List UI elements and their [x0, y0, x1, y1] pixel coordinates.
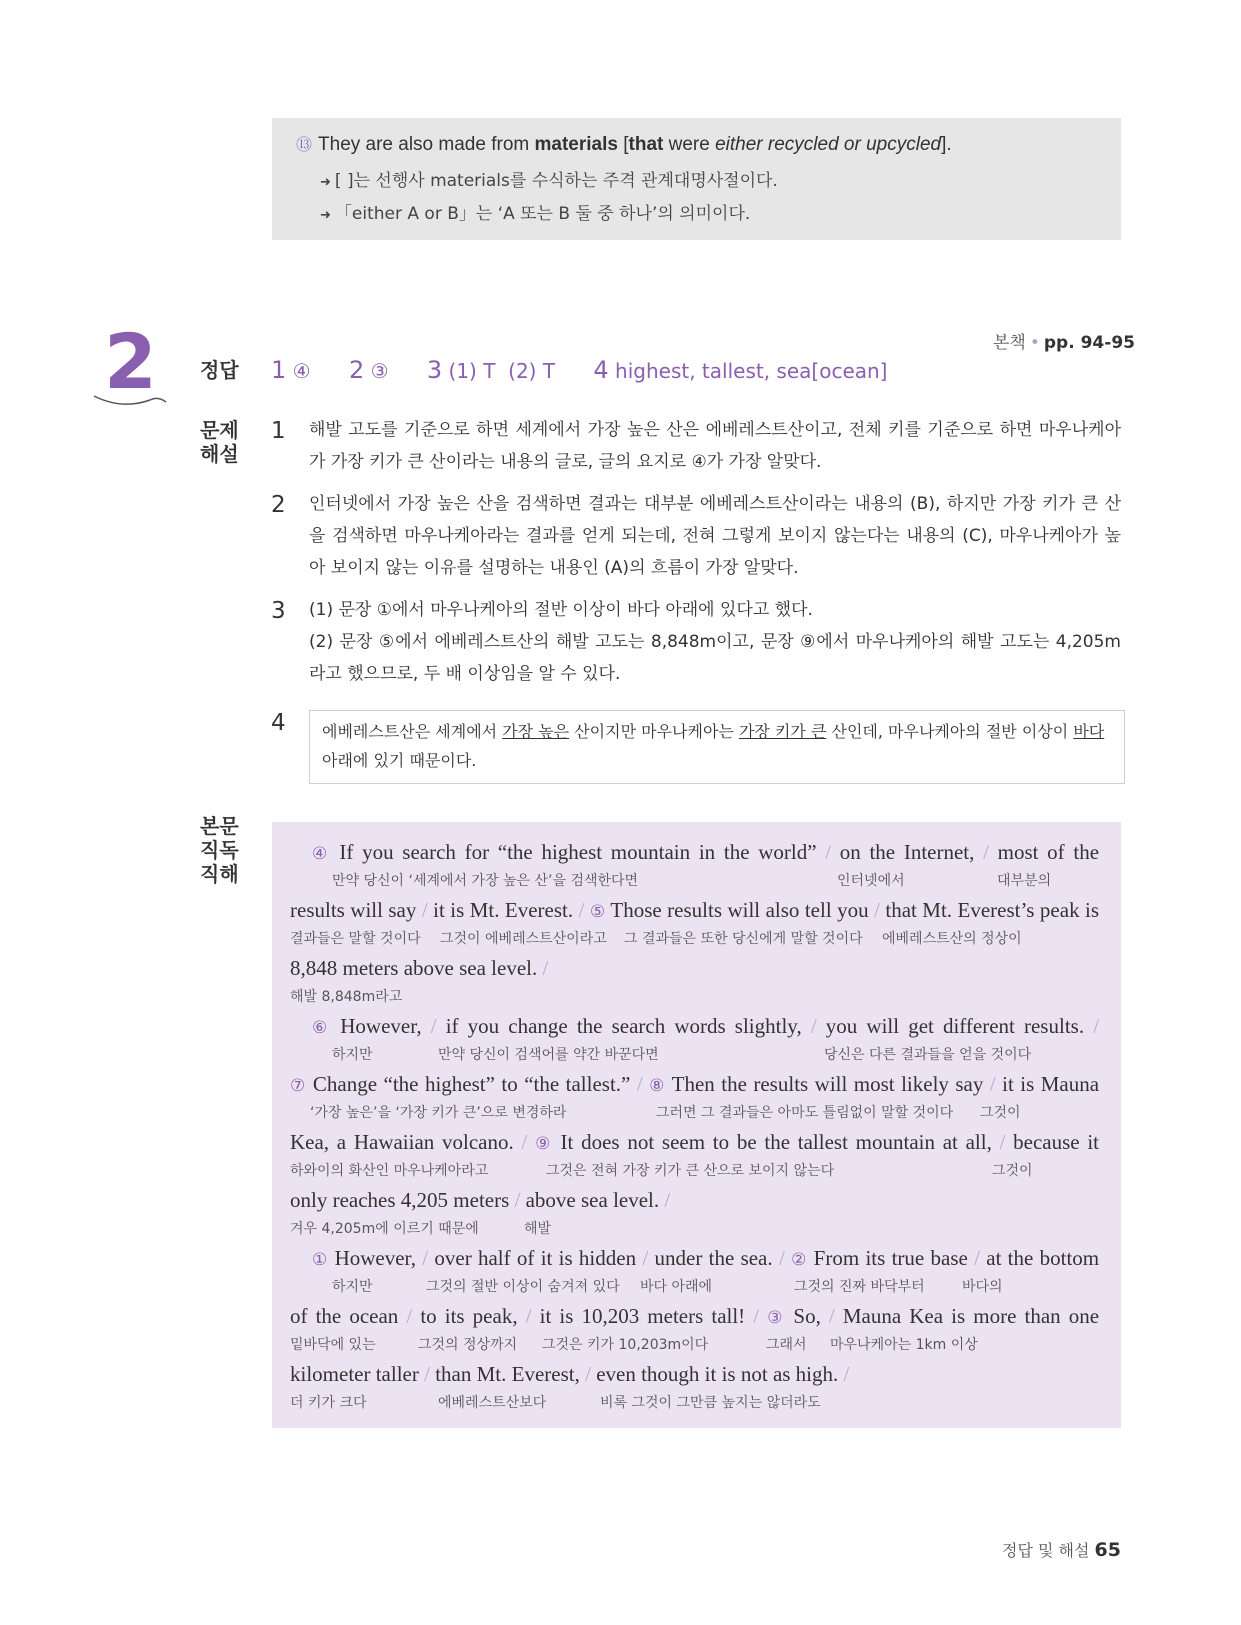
sentence-number: ③	[767, 1308, 786, 1328]
answer-underlined: 가장 높은	[502, 722, 570, 741]
answer-value: ④	[292, 359, 311, 383]
grammar-note-box	[272, 118, 1121, 240]
slash: /	[874, 898, 880, 922]
chunk: However,	[340, 1014, 422, 1038]
chunk: So,	[793, 1304, 821, 1328]
question-number: 2	[271, 492, 286, 518]
chunk: it is Mauna	[1002, 1072, 1100, 1096]
section-number: 2	[104, 317, 157, 406]
korean-gloss: 그것은 키가 10,203m이다	[542, 1337, 709, 1353]
korean-gloss: 에베레스트산보다	[438, 1395, 547, 1411]
chunk: most of the	[997, 840, 1100, 864]
slash: /	[421, 898, 428, 922]
korean-gloss: ‘가장 높은’을 ‘가장 키가 큰’으로 변경하라	[310, 1105, 567, 1121]
korean-gloss: 당신은 다른 결과들을 얻을 것이다	[824, 1047, 1032, 1063]
explanation-line: (2) 문장 ⑤에서 에베레스트산의 해발 고도는 8,848m이고, 문장 ⑨에서 마우나케아의 해발 고도는 4,205m라고 했으므로, 두 배 이상임을 알 수 있다.	[309, 632, 1121, 684]
slash: /	[542, 956, 549, 980]
slash: /	[514, 1188, 521, 1212]
korean-gloss: 그것이	[992, 1163, 1033, 1179]
chunk: results will say	[290, 898, 417, 922]
korean-gloss: 그러면 그 결과들은 아마도 틀림없이 말할 것이다	[656, 1105, 954, 1121]
note-text: 「either A or B」는 ‘A 또는 B 둘 중 하나’의 의미이다.	[334, 204, 751, 224]
answer-text: 아래에 있기 때문이다.	[322, 751, 477, 770]
slash: /	[422, 1246, 429, 1270]
slash: /	[1093, 1014, 1100, 1038]
label-line: 문제	[200, 418, 239, 442]
slash: /	[424, 1362, 430, 1386]
slash: /	[430, 1014, 437, 1038]
chunk: if you change the search words slightly,	[445, 1014, 802, 1038]
slash: /	[578, 898, 585, 922]
sentence-part-bold: that	[628, 134, 664, 155]
chunk: over half of it is hidden	[434, 1246, 637, 1270]
footer-label: 정답 및 해설	[1002, 1541, 1090, 1560]
explanation-line: (1) 문장 ①에서 마우나케아의 절반 이상이 바다 아래에 있다고 했다.	[309, 600, 813, 620]
answer-item	[593, 356, 888, 384]
question-number: 3	[271, 598, 286, 624]
label-line: 직해	[200, 862, 239, 886]
chunk: It does not seem to be the tallest mountain at all,	[560, 1130, 992, 1154]
english-line	[312, 1014, 1099, 1039]
chunk: above sea level.	[525, 1188, 660, 1212]
slash: /	[843, 1362, 850, 1386]
korean-gloss: 더 키가 크다	[290, 1395, 367, 1411]
english-line	[290, 956, 1099, 981]
slash: /	[753, 1304, 760, 1328]
sentence-part: [	[617, 134, 629, 155]
korean-gloss: 해발	[524, 1221, 552, 1237]
korean-gloss: 마우나케아는 1km 이상	[830, 1337, 978, 1353]
korean-gloss: 바다 아래에	[640, 1279, 713, 1295]
korean-gloss: 에베레스트산의 정상이	[882, 931, 1022, 947]
korean-gloss: 그것의 진짜 바닥부터	[794, 1279, 925, 1295]
sentence-part: They are also made from	[318, 134, 535, 155]
page-reference	[993, 328, 1135, 353]
reading-box	[272, 822, 1121, 1428]
korean-gloss: 하지만	[332, 1279, 373, 1295]
grammar-note-2	[320, 199, 750, 224]
english-line	[290, 1188, 1099, 1213]
page-footer	[1002, 1538, 1121, 1561]
answer-underlined: 가장 키가 큰	[738, 722, 827, 741]
sentence-number: ⑥	[312, 1018, 332, 1038]
korean-gloss: 그래서	[766, 1337, 807, 1353]
answers-label: 정답	[200, 358, 239, 382]
korean-gloss: 인터넷에서	[837, 873, 905, 889]
chunk: you will get different results.	[825, 1014, 1085, 1038]
answer-value: (1) T (2) T	[448, 359, 556, 383]
page-number: 65	[1094, 1539, 1121, 1561]
answer-item	[426, 356, 556, 384]
korean-gloss: 그것의 절반 이상이 숨겨져 있다	[426, 1279, 620, 1295]
label-line: 직독	[200, 838, 239, 862]
question-number: 4	[271, 710, 286, 736]
english-line	[312, 840, 1099, 865]
korean-gloss: 만약 당신이 ‘세계에서 가장 높은 산’을 검색한다면	[332, 873, 639, 889]
answer-box	[309, 710, 1125, 784]
bullet-dot-icon: •	[1029, 333, 1040, 353]
slash: /	[810, 1014, 817, 1038]
english-line	[290, 898, 1099, 923]
question-1-explanation: 해발 고도를 기준으로 하면 세계에서 가장 높은 산은 에베레스트산이고, 전체 키를 기준으로 하면 마우나케아가 가장 키가 큰 산이라는 내용의 글로, 글의 요지로 ④가 가장 알맞다.	[309, 420, 1121, 472]
slash: /	[406, 1304, 413, 1328]
answer-text: 에베레스트산은 세계에서	[322, 722, 503, 741]
sentence-number: ⑤	[589, 902, 606, 922]
question-number: 1	[271, 418, 286, 444]
chunk: Mauna Kea is more than one	[842, 1304, 1100, 1328]
grammar-note-1	[320, 166, 778, 191]
korean-gloss: 밑바닥에 있는	[290, 1337, 376, 1353]
chunk: it is 10,203 meters tall!	[539, 1304, 746, 1328]
answer-item	[348, 356, 389, 384]
answer-value: highest, tallest, sea[ocean]	[615, 359, 888, 383]
answer-number: 3	[426, 356, 443, 384]
korean-gloss: 겨우 4,205m에 이르기 때문에	[290, 1221, 479, 1237]
english-line	[290, 1130, 1099, 1155]
chunk: only reaches 4,205 meters	[290, 1188, 510, 1212]
slash: /	[664, 1188, 671, 1212]
chunk: even though it is not as high.	[596, 1362, 839, 1386]
chunk: If you search for “the highest mountain in the world”	[339, 840, 817, 864]
book-label: 본책	[993, 333, 1026, 353]
note-text: [ ]는 선행사 materials를 수식하는 주격 관계대명사절이다.	[334, 171, 778, 191]
sentence-part: ].	[941, 134, 952, 155]
korean-gloss: 그것은 전혀 가장 키가 큰 산으로 보이지 않는다	[546, 1163, 835, 1179]
slash: /	[989, 1072, 996, 1096]
slash: /	[642, 1246, 649, 1270]
english-line	[290, 1072, 1099, 1097]
korean-gloss: 비록 그것이 그만큼 높지는 않더라도	[600, 1395, 821, 1411]
chunk: kilometer taller	[290, 1362, 419, 1386]
arrow-icon: ➜	[320, 175, 331, 190]
arrow-icon: ➜	[320, 208, 331, 223]
chunk: Change “the highest” to “the tallest.”	[312, 1072, 631, 1096]
chunk: Then the results will most likely say	[671, 1072, 984, 1096]
answer-number: 1	[271, 356, 287, 384]
slash: /	[999, 1130, 1006, 1154]
korean-gloss: 결과들은 말할 것이다	[290, 931, 421, 947]
sentence-number: ⑧	[649, 1076, 666, 1096]
chunk: it is Mt. Everest.	[433, 898, 574, 922]
slash: /	[778, 1246, 785, 1270]
slash: /	[974, 1246, 980, 1270]
sentence-number: ①	[312, 1250, 329, 1270]
answers-row	[271, 356, 919, 384]
slash: /	[825, 840, 832, 864]
sentence-part-bold: materials	[534, 134, 618, 155]
answer-number: 4	[593, 356, 609, 384]
korean-gloss: 그 결과들은 또한 당신에게 말할 것이다	[624, 931, 863, 947]
slash: /	[585, 1362, 591, 1386]
slash: /	[983, 840, 989, 864]
slash: /	[636, 1072, 643, 1096]
sentence-number: ⑨	[535, 1134, 553, 1154]
answer-underlined: 바다	[1073, 722, 1105, 741]
answer-text: 산이지만 마우나케아는	[569, 722, 739, 741]
korean-gloss: 바다의	[962, 1279, 1003, 1295]
chunk: 8,848 meters above sea level.	[290, 956, 538, 980]
korean-gloss: 그것이	[980, 1105, 1021, 1121]
chunk: that Mt. Everest’s peak is	[885, 898, 1100, 922]
korean-gloss: 그것이 에베레스트산이라고	[440, 931, 607, 947]
reading-label	[200, 814, 239, 886]
sentence-number: ②	[791, 1250, 808, 1270]
korean-gloss: 하지만	[332, 1047, 373, 1063]
chunk: at the bottom	[986, 1246, 1100, 1270]
english-line	[290, 1362, 1099, 1387]
answer-value: ③	[370, 359, 389, 383]
question-2-explanation: 인터넷에서 가장 높은 산을 검색하면 결과는 대부분 에베레스트산이라는 내용의 (B), 하지만 가장 키가 큰 산을 검색하면 마우나케아라는 결과를 얻게 되는데, 전혀 그렇게 보이지 않는다는 내용의 (C), 마우나케아가 높아 보이지 않는 이유를 설명하는 내용인 (A)의 흐름이 가장 알맞다.	[309, 494, 1121, 578]
swoosh-decoration-icon	[92, 392, 172, 416]
label-line: 해설	[200, 442, 239, 466]
chunk: than Mt. Everest,	[435, 1362, 580, 1386]
answer-text: 산인데, 마우나케아의 절반 이상이	[826, 722, 1074, 741]
chunk: under the sea.	[654, 1246, 773, 1270]
slash: /	[828, 1304, 835, 1328]
slash: /	[521, 1130, 528, 1154]
korean-gloss: 만약 당신이 검색어를 약간 바꾼다면	[438, 1047, 659, 1063]
sentence-part: were	[663, 134, 716, 155]
english-line	[312, 1246, 1099, 1271]
label-line: 본문	[200, 814, 239, 838]
chunk: However,	[334, 1246, 416, 1270]
sentence-number: ④	[312, 844, 331, 864]
slash: /	[525, 1304, 532, 1328]
chunk: to its peak,	[420, 1304, 518, 1328]
sentence-number: ⑦	[290, 1076, 307, 1096]
answer-item	[271, 356, 311, 384]
chunk: because it	[1013, 1130, 1100, 1154]
answer-number: 2	[348, 356, 365, 384]
grammar-sentence	[296, 132, 952, 156]
explanation-label	[200, 418, 239, 466]
chunk: on the Internet,	[839, 840, 975, 864]
chunk: of the ocean	[290, 1304, 399, 1328]
sentence-part-italic: either recycled or upcycled	[715, 134, 942, 155]
korean-gloss: 해발 8,848m라고	[290, 989, 403, 1005]
chunk: Those results will also tell you	[610, 898, 869, 922]
english-line	[290, 1304, 1099, 1329]
korean-gloss: 대부분의	[997, 873, 1052, 889]
question-3-explanation	[309, 594, 1121, 690]
korean-gloss: 그것의 정상까지	[418, 1337, 518, 1353]
chunk: Kea, a Hawaiian volcano.	[290, 1130, 514, 1154]
korean-gloss: 하와이의 화산인 마우나케아라고	[290, 1163, 489, 1179]
sentence-number: ⑬	[296, 137, 313, 154]
page-range: pp. 94-95	[1043, 333, 1135, 353]
chunk: From its true base	[813, 1246, 968, 1270]
